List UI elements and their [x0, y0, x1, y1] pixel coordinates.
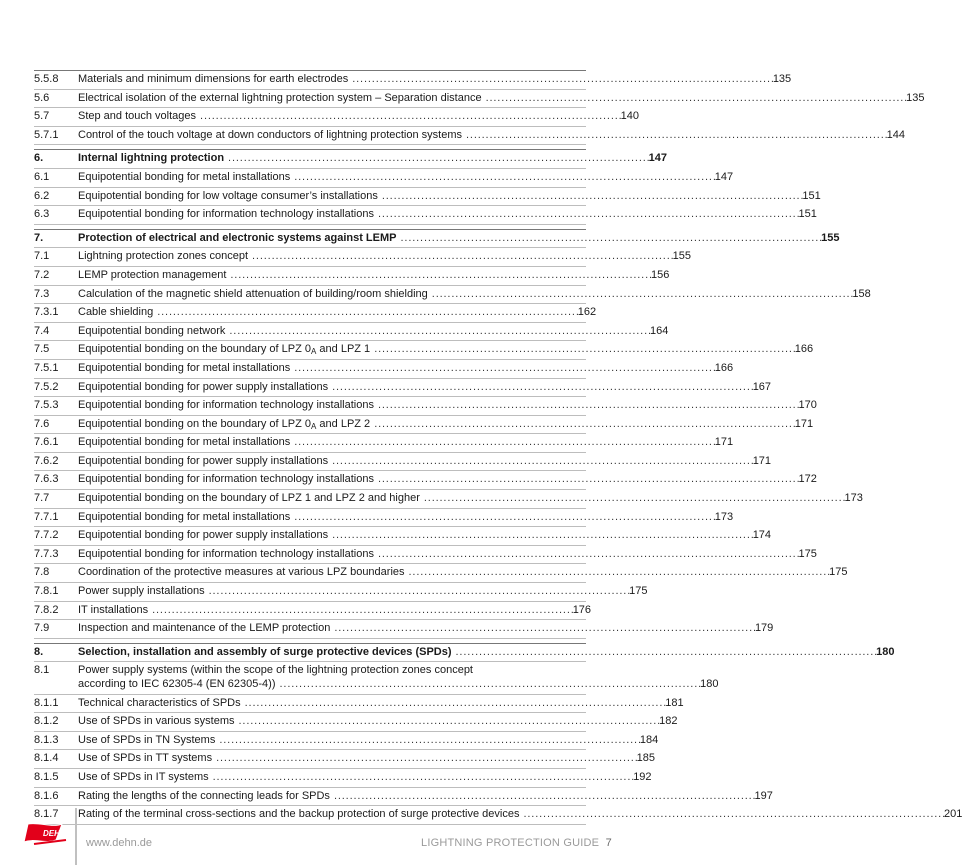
page-footer	[0, 808, 638, 865]
toc-entry-page: 171	[714, 436, 734, 449]
table-of-contents	[34, 70, 962, 825]
toc-entry[interactable]	[34, 416, 814, 435]
toc-entry[interactable]	[34, 527, 772, 546]
toc-entry-page: 164	[649, 324, 669, 337]
toc-entry[interactable]	[34, 108, 639, 127]
toc-entry[interactable]	[34, 453, 772, 472]
leader-dots	[241, 697, 666, 711]
toc-entry-number: 7.6.1	[34, 436, 59, 449]
toc-entry-title: Coordination of the protective measures at various LPZ boundaries	[78, 566, 405, 579]
toc-entry-page: 173	[844, 492, 863, 505]
leader-dots	[328, 381, 753, 395]
toc-entry-number: 8.1	[34, 664, 50, 677]
leader-dots	[374, 473, 799, 487]
page-number: 7	[605, 837, 612, 849]
toc-entry-number: 8.1.4	[34, 752, 59, 765]
toc-entry-page: 166	[714, 361, 734, 374]
toc-entry-number: 7.6.3	[34, 473, 59, 486]
toc-entry[interactable]	[34, 286, 871, 305]
toc-entry-number: 7.7.3	[34, 547, 59, 560]
toc-entry-page: 174	[752, 529, 772, 542]
toc-entry-page: 147	[714, 170, 734, 183]
toc-entry-page: 158	[852, 287, 871, 300]
toc-entry-number: 8.1.6	[34, 789, 59, 802]
leader-dots	[370, 343, 795, 357]
toc-entry-title: Use of SPDs in TT systems	[78, 752, 213, 765]
toc-entry-number: 7.9	[34, 622, 50, 635]
toc-entry[interactable]	[34, 643, 895, 663]
toc-entry[interactable]	[34, 304, 597, 323]
toc-entry-page: 192	[633, 770, 652, 783]
leader-dots	[328, 529, 753, 543]
toc-entry-number: 7.5.3	[34, 399, 59, 412]
toc-entry-title: Cable shielding	[78, 306, 154, 319]
toc-entry-number: 8.1.5	[34, 770, 59, 783]
toc-entry-number: 7.5.1	[34, 361, 59, 374]
toc-entry-page: 155	[821, 231, 840, 244]
toc-entry[interactable]	[34, 341, 814, 360]
website-link[interactable]: www.dehn.de	[86, 837, 153, 849]
toc-entry-number: 6.	[34, 152, 44, 165]
toc-entry-page: 135	[772, 73, 792, 85]
toc-entry-page: 167	[752, 380, 772, 393]
leader-dots	[462, 129, 887, 143]
toc-entry-page: 162	[577, 306, 597, 319]
leader-dots	[209, 771, 634, 785]
toc-entry-title: Equipotential bonding for metal installations	[78, 436, 291, 449]
toc-entry-page: 175	[798, 547, 817, 560]
toc-entry-title: Equipotential bonding for metal installations	[78, 170, 291, 183]
leader-dots	[328, 455, 753, 469]
toc-entry-page: 147	[648, 152, 667, 165]
toc-entry[interactable]	[34, 662, 719, 694]
toc-entry-number: 8.1.2	[34, 715, 59, 728]
leader-dots	[226, 269, 651, 283]
toc-entry-number: 7.3	[34, 287, 50, 300]
toc-entry[interactable]	[34, 169, 734, 188]
toc-entry[interactable]	[34, 732, 659, 751]
leader-dots	[420, 492, 845, 506]
toc-entry-title: Use of SPDs in various systems	[78, 715, 235, 728]
toc-entry[interactable]	[34, 583, 648, 602]
toc-entry[interactable]	[34, 620, 774, 639]
toc-entry-title: Equipotential bonding for metal installations	[78, 361, 291, 374]
leader-dots	[224, 152, 649, 166]
toc-entry-title: LEMP protection management	[78, 268, 227, 281]
toc-entry-number: 7.7.2	[34, 529, 59, 542]
toc-entry[interactable]	[34, 509, 734, 528]
toc-entry-number: 8.1.3	[34, 733, 59, 746]
toc-entry-page: 140	[620, 110, 639, 123]
toc-entry-title: Equipotential bonding for power supply installations	[78, 529, 329, 542]
toc-entry-page: 175	[829, 566, 848, 579]
leader-dots	[196, 110, 621, 124]
toc-entry-title: Technical characteristics of SPDs	[78, 696, 241, 709]
toc-entry-title: Calculation of the magnetic shield attenuation of building/room shielding	[78, 287, 428, 300]
toc-entry-title: Step and touch voltages	[78, 110, 197, 123]
toc-entry[interactable]	[34, 434, 734, 453]
toc-entry-title: Rating of the terminal cross-sections and the backup protection of surge protective devices	[78, 808, 520, 821]
leader-dots	[397, 232, 822, 246]
toc-entry-title: Equipotential bonding for power supply installations	[78, 380, 329, 393]
toc-entry[interactable]	[34, 546, 817, 565]
toc-entry-number: 6.1	[34, 170, 50, 183]
toc-entry-number: 6.3	[34, 208, 50, 221]
toc-entry-page: 181	[665, 696, 684, 709]
toc-entry-title: Selection, installation and assembly of surge protective devices (SPDs)	[78, 645, 452, 658]
toc-entry-number: 7.6	[34, 417, 50, 430]
toc-entry-page: 180	[700, 678, 719, 690]
leader-dots	[248, 250, 673, 264]
leader-dots	[370, 418, 795, 432]
leader-dots	[276, 678, 701, 692]
toc-entry-number: 6.2	[34, 189, 50, 202]
toc-entry-title: Equipotential bonding on the boundary of LPZ $0_A$ and LPZ 1	[78, 343, 371, 357]
toc-entry-number: 7.4	[34, 324, 50, 337]
leader-dots	[212, 752, 637, 766]
toc-entry-page: 170	[798, 399, 817, 412]
toc-entry-page: 171	[752, 454, 772, 467]
toc-entry-number: 7.7.1	[34, 510, 59, 523]
toc-entry[interactable]	[34, 323, 669, 342]
toc-entry-title: Inspection and maintenance of the LEMP protection	[78, 622, 331, 635]
toc-entry-title: Equipotential bonding on the boundary of LPZ $0_A$ and LPZ 2	[78, 417, 371, 431]
toc-entry-number: 8.1.7	[34, 808, 59, 821]
toc-entry[interactable]	[34, 267, 670, 286]
toc-entry[interactable]	[34, 360, 734, 379]
toc-entry[interactable]	[34, 248, 691, 267]
toc-entry-number: 7.1	[34, 250, 50, 263]
toc-entry-title: Use of SPDs in IT systems	[78, 770, 209, 783]
leader-dots	[330, 622, 755, 636]
toc-entry-number: 7.8	[34, 566, 50, 579]
toc-entry-page: 156	[650, 268, 670, 281]
toc-entry-page: 185	[636, 752, 656, 765]
leader-dots	[428, 288, 853, 302]
toc-entry-title: Internal lightning protection	[78, 152, 225, 165]
toc-entry[interactable]	[34, 229, 840, 249]
toc-entry-number: 5.5.8	[34, 73, 59, 85]
leader-dots	[235, 715, 660, 729]
leader-dots	[290, 362, 715, 376]
leader-dots	[374, 208, 799, 222]
toc-entry-page: 166	[794, 343, 814, 356]
toc-entry-number: 5.7.1	[34, 128, 59, 141]
toc-entry[interactable]	[34, 602, 592, 621]
svg-text:DEHN: DEHN	[43, 829, 66, 838]
leader-dots	[374, 399, 799, 413]
toc-entry-number: 8.	[34, 645, 44, 658]
toc-entry-title-line1: Power supply systems (within the scope of the lightning protection zones concept	[78, 664, 473, 677]
toc-entry[interactable]	[34, 750, 656, 769]
leader-dots	[225, 325, 650, 339]
toc-entry[interactable]	[34, 206, 817, 225]
toc-entry-page: 173	[714, 510, 734, 523]
toc-entry-page: 155	[672, 250, 691, 263]
toc-entry-page: 151	[798, 208, 817, 221]
leader-dots	[374, 548, 799, 562]
toc-entry-page: 135	[906, 91, 925, 104]
toc-entry-number: 7.8.1	[34, 585, 59, 598]
toc-entry[interactable]	[34, 564, 848, 583]
toc-entry-number: 7.2	[34, 268, 50, 281]
toc-entry-title: Power supply installations	[78, 585, 205, 598]
leader-dots	[482, 92, 907, 106]
toc-entry-page: 175	[629, 585, 648, 598]
toc-entry-title: Equipotential bonding for power supply installations	[78, 454, 329, 467]
toc-entry-page: 179	[754, 622, 774, 635]
toc-entry-title: Equipotential bonding network	[78, 324, 226, 337]
dehn-logo	[22, 818, 74, 854]
toc-entry-number: 5.6	[34, 91, 50, 104]
toc-entry-number: 7.3.1	[34, 306, 59, 319]
toc-entry[interactable]	[34, 397, 817, 416]
toc-entry-page: 151	[802, 189, 821, 202]
toc-entry-page: 182	[659, 715, 678, 728]
toc-entry[interactable]	[34, 490, 863, 509]
leader-dots	[330, 790, 755, 804]
toc-entry-number: 5.7	[34, 110, 50, 123]
toc-entry-page: 171	[794, 417, 814, 430]
toc-entry[interactable]	[34, 769, 652, 788]
toc-entry[interactable]	[34, 127, 905, 146]
toc-entry-page: 144	[886, 128, 905, 141]
toc-entry-number: 7.	[34, 231, 44, 244]
toc-entry[interactable]	[34, 471, 817, 490]
toc-entry-page: 184	[639, 733, 659, 746]
toc-entry-title: Rating the lengths of the connecting leads for SPDs	[78, 789, 330, 802]
toc-entry-number: 7.7	[34, 492, 50, 505]
toc-entry-title: according to IEC 62305-4 (EN 62305-4))	[78, 678, 276, 690]
toc-entry[interactable]	[34, 188, 821, 207]
toc-entry-title: Electrical isolation of the external lightning protection system – Separation distance	[78, 91, 482, 104]
leader-dots	[348, 73, 773, 87]
toc-entry-title: Materials and minimum dimensions for earth electrodes	[78, 73, 349, 85]
leader-dots	[378, 190, 803, 204]
guide-title: LIGHTNING PROTECTION GUIDE 7	[421, 837, 612, 849]
toc-entry[interactable]	[34, 713, 678, 732]
toc-entry-page: 180	[876, 645, 895, 658]
toc-entry-number: 7.5.2	[34, 380, 59, 393]
toc-entry-title: Equipotential bonding for low voltage consumer’s installations	[78, 189, 378, 202]
toc-entry-page: 201	[944, 808, 962, 821]
toc-entry-title: Equipotential bonding for information technology installations	[78, 399, 374, 412]
leader-dots	[215, 734, 640, 748]
toc-entry[interactable]	[34, 70, 792, 90]
toc-entry-title: Lightning protection zones concept	[78, 250, 249, 263]
leader-dots	[153, 306, 578, 320]
toc-entry-title: IT installations	[78, 603, 149, 616]
toc-entry-page: 197	[754, 789, 773, 802]
toc-entry-title: Equipotential bonding for information technology installations	[78, 547, 374, 560]
leader-dots	[452, 646, 877, 660]
toc-entry[interactable]	[34, 788, 773, 807]
toc-entry-title: Protection of electrical and electronic systems against LEMP	[78, 231, 397, 244]
toc-entry-number: 7.8.2	[34, 603, 59, 616]
toc-entry-title: Equipotential bonding on the boundary of LPZ 1 and LPZ 2 and higher	[78, 492, 420, 505]
toc-entry-title: Control of the touch voltage at down conductors of lightning protection systems	[78, 128, 462, 141]
toc-entry[interactable]	[34, 695, 684, 714]
toc-entry-title: Equipotential bonding for information technology installations	[78, 473, 374, 486]
toc-entry-page: 172	[798, 473, 817, 486]
toc-entry[interactable]	[34, 379, 772, 398]
toc-entry-number: 8.1.1	[34, 696, 59, 709]
footer-divider	[75, 808, 77, 865]
toc-entry-title: Equipotential bonding for metal installations	[78, 510, 291, 523]
leader-dots	[290, 436, 715, 450]
toc-entry-title: Use of SPDs in TN Systems	[78, 733, 216, 746]
leader-dots	[148, 604, 573, 618]
toc-entry-title: Equipotential bonding for information technology installations	[78, 208, 374, 221]
leader-dots	[205, 585, 630, 599]
leader-dots	[290, 171, 715, 185]
leader-dots	[290, 511, 715, 525]
toc-entry-number: 7.6.2	[34, 454, 59, 467]
leader-dots	[405, 566, 830, 580]
toc-entry[interactable]	[34, 90, 925, 109]
toc-entry[interactable]	[34, 149, 667, 169]
toc-entry-page: 176	[572, 603, 592, 616]
toc-entry-number: 7.5	[34, 343, 50, 356]
